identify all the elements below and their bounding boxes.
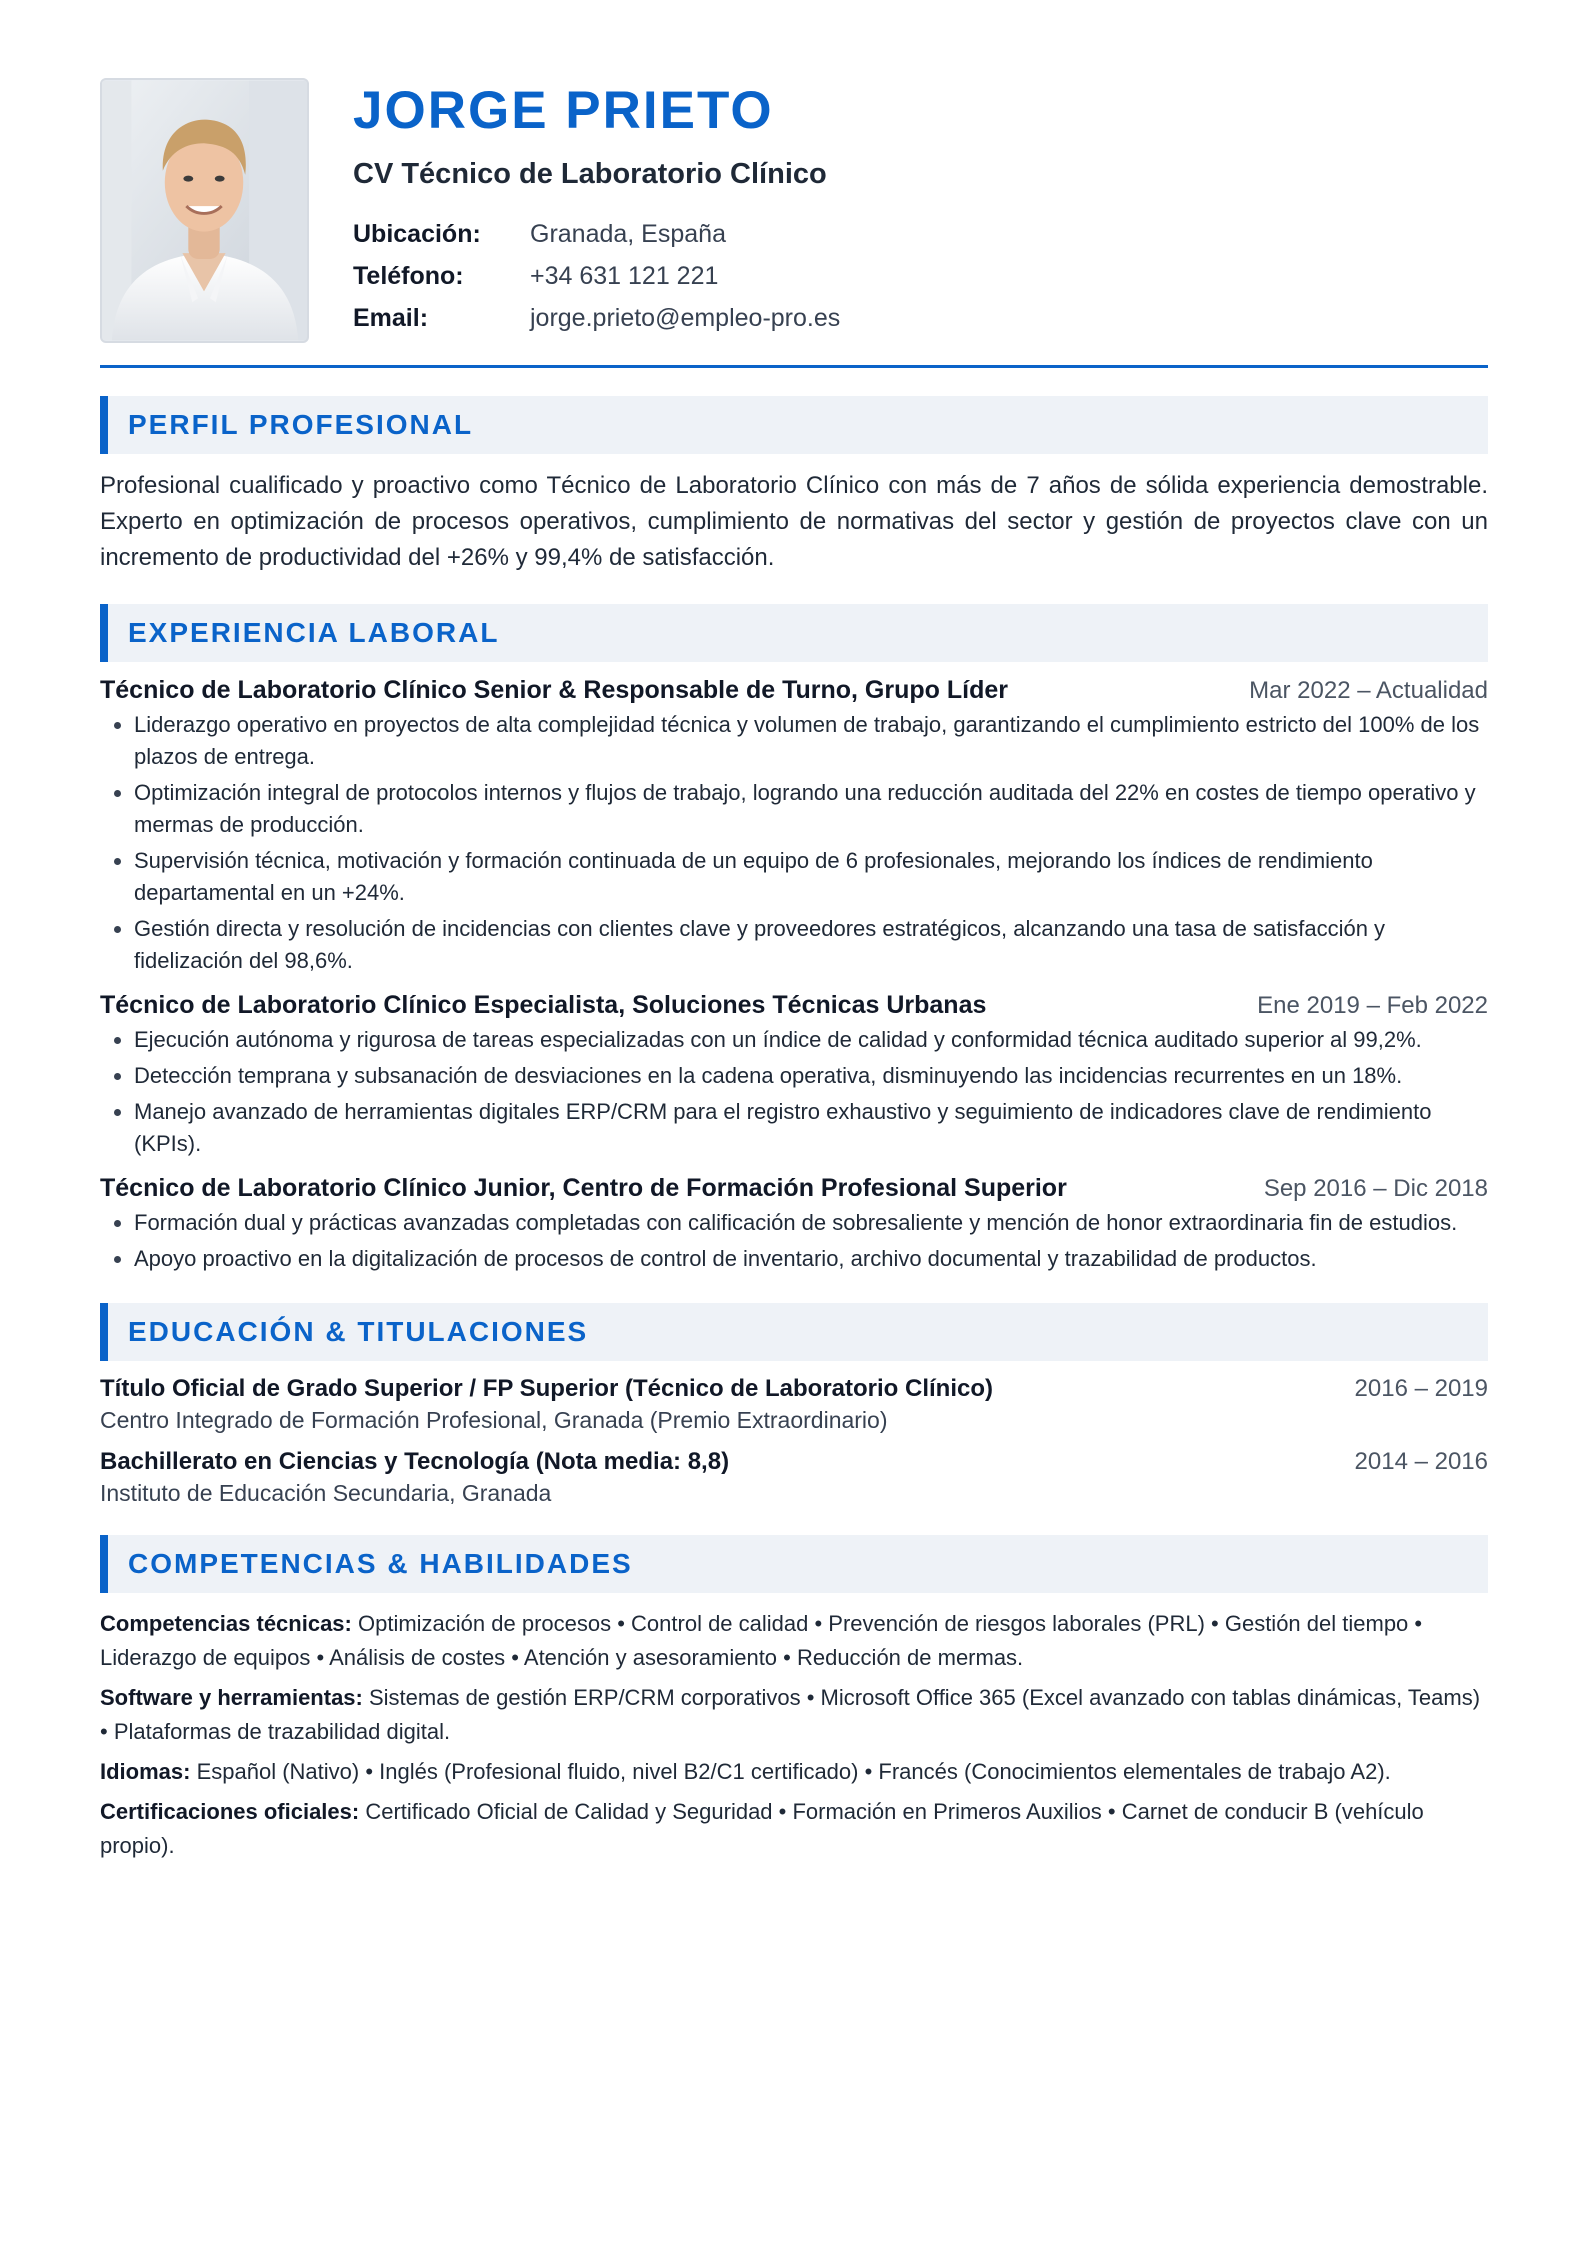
list-item: Liderazgo operativo en proyectos de alta complejidad técnica y volumen de trabajo, garantizando el cumplimiento estricto del 100% de los plazos de entrega. — [100, 709, 1488, 773]
list-item: Optimización integral de protocolos internos y flujos de trabajo, logrando una reducción auditada del 22% en costes de tiempo operativo y mermas de producción. — [100, 777, 1488, 841]
job-dates: Mar 2022 – Actualidad — [1249, 677, 1488, 704]
education-dates: 2016 – 2019 — [1354, 1375, 1488, 1402]
job-title: Técnico de Laboratorio Clínico Junior, Centro de Formación Profesional Superior — [100, 1174, 1067, 1202]
education-dates: 2014 – 2016 — [1354, 1448, 1488, 1475]
list-item: Formación dual y prácticas avanzadas completadas con calificación de sobresaliente y mención de honor extraordinaria fin de estudios. — [100, 1207, 1488, 1239]
section-title: COMPETENCIAS & HABILIDADES — [128, 1548, 633, 1579]
header-info — [353, 78, 840, 339]
job-entry — [100, 1174, 1488, 1275]
job-header — [100, 1174, 1488, 1203]
contact-value: jorge.prieto@empleo-pro.es — [530, 304, 841, 333]
education-institution: Centro Integrado de Formación Profesional, Granada (Premio Extraordinario) — [100, 1407, 888, 1433]
header-divider — [100, 365, 1488, 368]
skill-certifications — [100, 1795, 1488, 1863]
job-header — [100, 676, 1488, 705]
job-entry — [100, 676, 1488, 977]
contact-value: +34 631 121 221 — [530, 262, 719, 291]
skill-languages — [100, 1755, 1488, 1789]
section-title: EDUCACIÓN & TITULACIONES — [128, 1316, 589, 1347]
education-entry — [100, 1375, 1488, 1434]
skill-text: Español (Nativo) • Inglés (Profesional fluido, nivel B2/C1 certificado) • Francés (Conocimientos elementales de trabajo A2). — [190, 1759, 1391, 1784]
skill-technical — [100, 1607, 1488, 1675]
contact-list — [353, 213, 840, 339]
contact-label: Teléfono: — [353, 262, 464, 291]
profile-photo — [100, 78, 309, 343]
job-title: Técnico de Laboratorio Clínico Especialista, Soluciones Técnicas Urbanas — [100, 991, 987, 1019]
list-item: Supervisión técnica, motivación y formación continuada de un equipo de 6 profesionales, mejorando los índices de rendimiento departamental en un +24%. — [100, 845, 1488, 909]
job-entry — [100, 991, 1488, 1160]
contact-phone — [353, 255, 840, 297]
profile-summary: Profesional cualificado y proactivo como Técnico de Laboratorio Clínico con más de 7 años de sólida experiencia demostrable. Experto en optimización de procesos operativos, cumplimiento de normativas del sector y gestión de proyectos clave con un incremento de productividad del +26% y 99,4% de satisfacción. — [100, 472, 1488, 571]
job-achievements — [100, 1024, 1488, 1160]
job-dates: Ene 2019 – Feb 2022 — [1257, 992, 1488, 1019]
resume-header — [100, 78, 1488, 343]
job-title: Técnico de Laboratorio Clínico Senior & Responsable de Turno, Grupo Líder — [100, 676, 1008, 704]
degree-title: Bachillerato en Ciencias y Tecnología (Nota media: 8,8) — [100, 1448, 730, 1475]
education-institution: Instituto de Educación Secundaria, Granada — [100, 1480, 552, 1506]
degree-title: Título Oficial de Grado Superior / FP Superior (Técnico de Laboratorio Clínico) — [100, 1375, 993, 1402]
skill-text: Certificado Oficial de Calidad y Seguridad • Formación en Primeros Auxilios • Carnet de conducir B (vehículo propio). — [100, 1799, 1424, 1858]
contact-label: Email: — [353, 304, 429, 333]
education-entry — [100, 1448, 1488, 1507]
section-heading-experience — [100, 604, 1488, 662]
education-header — [100, 1375, 1488, 1403]
list-item: Detección temprana y subsanación de desviaciones en la cadena operativa, disminuyendo las incidencias recurrentes en un 18%. — [100, 1060, 1488, 1092]
skill-text: Optimización de procesos • Control de calidad • Prevención de riesgos laborales (PRL) • Gestión del tiempo • Liderazgo de equipos • Análisis de costes • Atención y asesoramiento • Reducción de mermas. — [100, 1611, 1423, 1670]
section-heading-skills — [100, 1535, 1488, 1593]
skill-label: Competencias técnicas: — [100, 1611, 352, 1636]
section-title: PERFIL PROFESIONAL — [128, 409, 474, 440]
contact-value: Granada, España — [530, 220, 726, 249]
skill-software — [100, 1681, 1488, 1749]
list-item: Ejecución autónoma y rigurosa de tareas especializadas con un índice de calidad y conformidad técnica auditado superior al 99,2%. — [100, 1024, 1488, 1056]
candidate-name: JORGE PRIETO — [353, 81, 774, 140]
section-title: EXPERIENCIA LABORAL — [128, 617, 500, 648]
contact-email — [353, 297, 840, 339]
section-heading-profile — [100, 396, 1488, 454]
job-achievements — [100, 1207, 1488, 1275]
skill-label: Idiomas: — [100, 1759, 191, 1784]
skill-label: Software y herramientas: — [100, 1685, 363, 1710]
list-item: Manejo avanzado de herramientas digitales ERP/CRM para el registro exhaustivo y seguimiento de indicadores clave de rendimiento (KPIs). — [100, 1096, 1488, 1160]
contact-label: Ubicación: — [353, 220, 481, 249]
job-header — [100, 991, 1488, 1020]
list-item: Apoyo proactivo en la digitalización de procesos de control de inventario, archivo documental y trazabilidad de productos. — [100, 1243, 1488, 1275]
list-item: Gestión directa y resolución de incidencias con clientes clave y proveedores estratégicos, alcanzando una tasa de satisfacción y fidelización del 98,6%. — [100, 913, 1488, 977]
cv-subtitle: CV Técnico de Laboratorio Clínico — [353, 158, 827, 191]
education-header — [100, 1448, 1488, 1476]
skill-label: Certificaciones oficiales: — [100, 1799, 360, 1824]
job-dates: Sep 2016 – Dic 2018 — [1263, 1175, 1488, 1202]
section-heading-education — [100, 1303, 1488, 1361]
skills-list — [100, 1607, 1488, 1863]
contact-location — [353, 213, 840, 255]
skill-text: Sistemas de gestión ERP/CRM corporativos • Microsoft Office 365 (Excel avanzado con tablas dinámicas, Teams) • Plataformas de trazabilidad digital. — [100, 1685, 1481, 1744]
portrait-image — [102, 80, 307, 341]
job-achievements — [100, 709, 1488, 977]
